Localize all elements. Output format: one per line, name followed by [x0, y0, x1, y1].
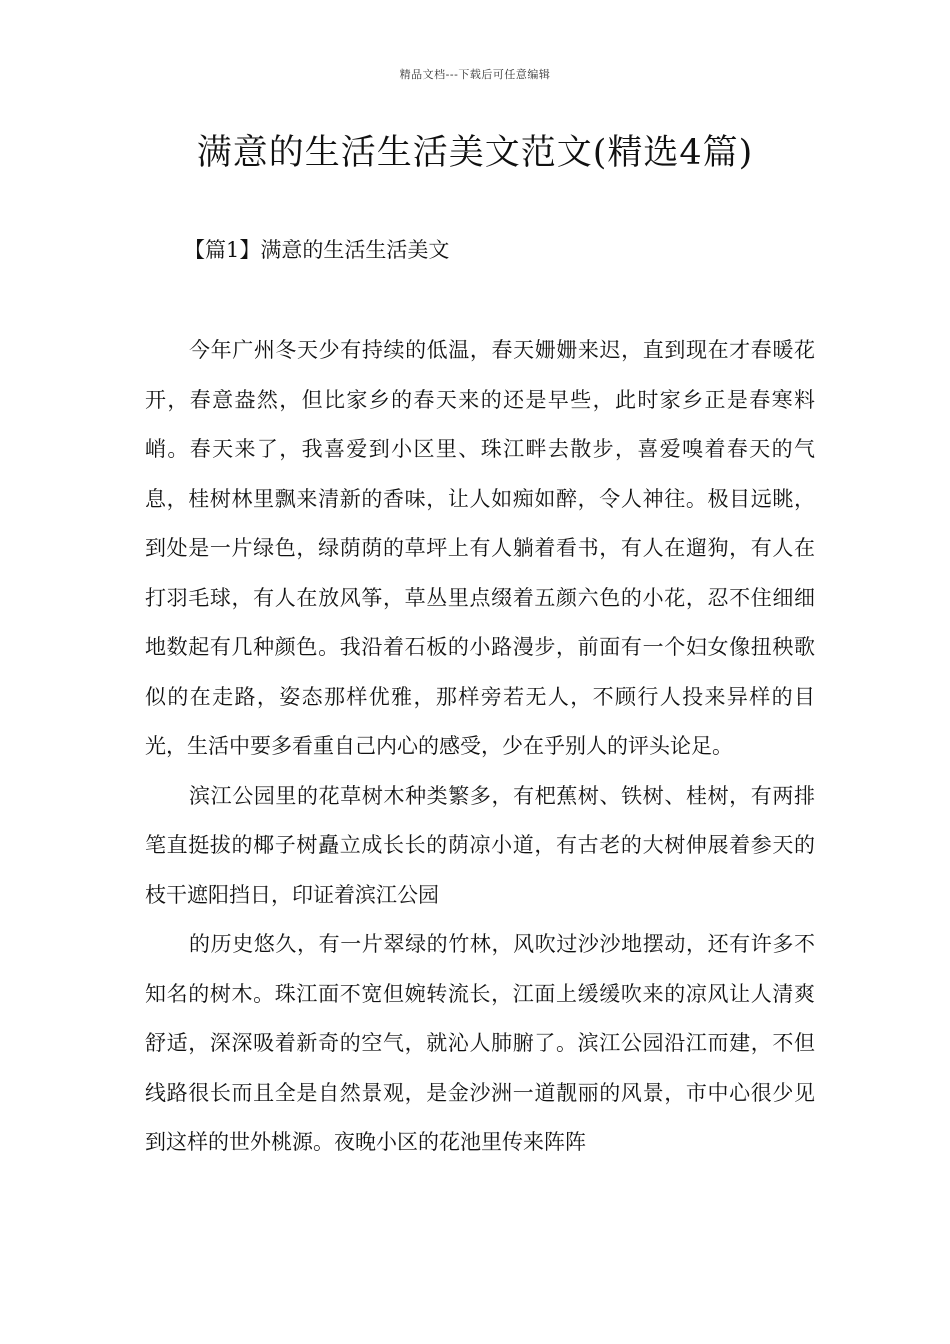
paragraph: 滨江公园里的花草树木种类繁多，有杷蕉树、铁树、桂树，有两排笔直挺拔的椰子树矗立成长长的荫凉小道，有古老的大树伸展着参天的枝干遮阳挡日，印证着滨江公园 — [145, 783, 815, 907]
paragraph: 今年广州冬天少有持续的低温，春天姗姗来迟，直到现在才春暖花开，春意盎然，但比家乡的春天来的还是早些，此时家乡正是春寒料峭。春天来了，我喜爱到小区里、珠江畔去散步，喜爱嗅着春天的气息，桂树林里飘来清新的香味，让人如痴如醉，令人神往。极目远眺，到处是一片绿色，绿荫荫的草坪上有人躺着看书，有人在遛狗，有人在打羽毛球，有人在放风筝，草丛里点缀着五颜六色的小花，忍不住细细地数起有几种颜色。我沿着石板的小路漫步，前面有一个妇女像扭秧歌似的在走路，姿态那样优雅，那样旁若无人，不顾行人投来异样的目光，生活中要多看重自己内心的感受，少在乎别人的评头论足。 — [145, 338, 815, 758]
header-note: 精品文档---下载后可任意编辑 — [399, 68, 551, 81]
document-title: 满意的生活生活美文范文(精选4篇) — [196, 133, 754, 173]
section-heading: 【篇1】满意的生活生活美文 — [184, 238, 450, 262]
paragraph: 的历史悠久，有一片翠绿的竹林，风吹过沙沙地摆动，还有许多不知名的树木。珠江面不宽但婉转流长，江面上缓缓吹来的凉风让人清爽舒适，深深吸着新奇的空气，就沁人肺腑了。滨江公园沿江而建，不但线路很长而且全是自然景观，是金沙洲一道靓丽的风景，市中心很少见到这样的世外桃源。夜晚小区的花池里传来阵阵 — [145, 932, 815, 1154]
body-text — [145, 326, 815, 1168]
